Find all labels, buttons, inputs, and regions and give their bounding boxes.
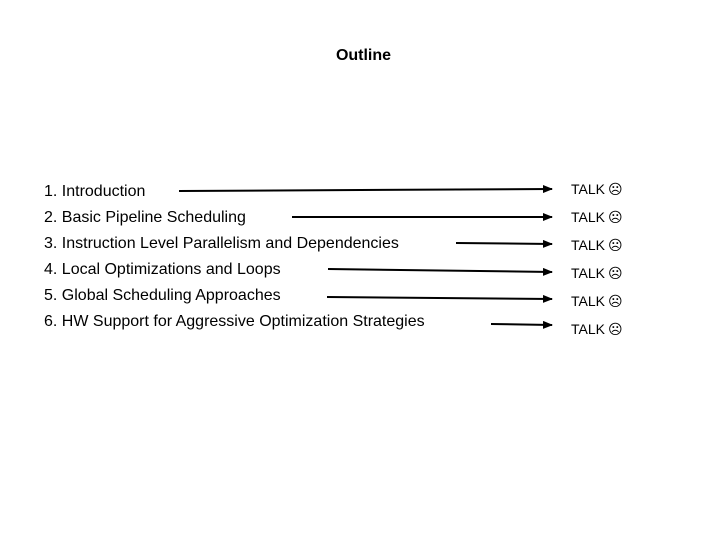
talk-status-6 — [571, 320, 623, 338]
frowning-face-icon: ☹ — [607, 209, 623, 225]
talk-label: TALK — [571, 237, 605, 253]
outline-item-ilp-dependencies: 3. Instruction Level Parallelism and Dependencies — [44, 235, 399, 252]
talk-status-3 — [571, 236, 623, 254]
arrow-1 — [179, 189, 552, 191]
arrow-4 — [328, 269, 552, 272]
slide-title: Outline — [335, 47, 392, 64]
talk-status-1 — [571, 180, 623, 198]
talk-label: TALK — [571, 209, 605, 225]
talk-status-4 — [571, 264, 623, 282]
talk-label: TALK — [571, 181, 605, 197]
outline-item-local-optimizations: 4. Local Optimizations and Loops — [44, 261, 281, 278]
frowning-face-icon: ☹ — [607, 181, 623, 197]
talk-label: TALK — [571, 293, 605, 309]
arrow-6 — [491, 324, 552, 325]
arrow-5 — [327, 297, 552, 299]
talk-status-5 — [571, 292, 623, 310]
talk-label: TALK — [571, 321, 605, 337]
outline-item-global-scheduling: 5. Global Scheduling Approaches — [44, 287, 281, 304]
outline-item-basic-pipeline-scheduling: 2. Basic Pipeline Scheduling — [44, 209, 246, 226]
frowning-face-icon: ☹ — [607, 321, 623, 337]
outline-item-introduction: 1. Introduction — [44, 183, 146, 200]
arrow-3 — [456, 243, 552, 244]
outline-item-hw-support: 6. HW Support for Aggressive Optimization Strategies — [44, 313, 425, 330]
frowning-face-icon: ☹ — [607, 293, 623, 309]
frowning-face-icon: ☹ — [607, 265, 623, 281]
talk-status-2 — [571, 208, 623, 226]
talk-label: TALK — [571, 265, 605, 281]
frowning-face-icon: ☹ — [607, 237, 623, 253]
